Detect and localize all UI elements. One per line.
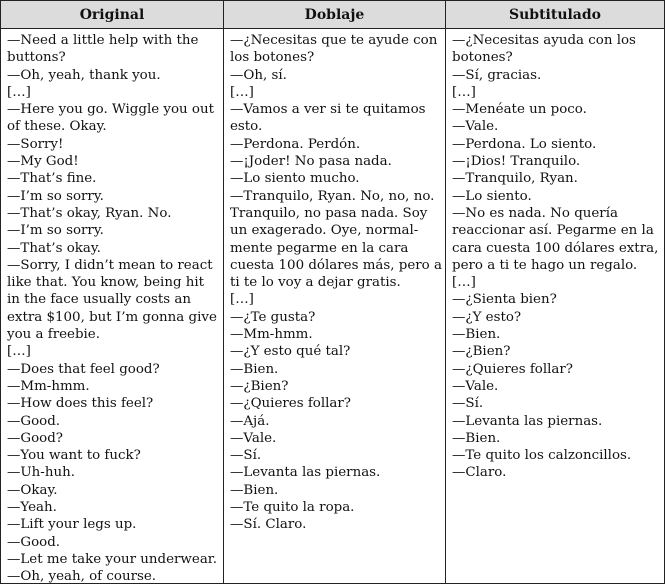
dialogue-line: —Perdona. Perdón. [230,136,361,152]
dialogue-line: cuesta 100 dólares más, pero a [230,257,442,273]
dialogue-line: —Levanta las piernas. [230,465,381,481]
dialogue-line: […] [230,84,254,100]
dialogue-line: —Bien. [452,327,501,343]
dialogue-line: —Good. [7,413,61,429]
dialogue-line: —Sí. [230,448,262,464]
dialogue-line: —¿Y esto? [452,309,522,325]
dialogue-line: —Yeah. [7,500,57,516]
dialogue-line: —Let me take your underwear. [7,551,217,567]
column-original [1,29,223,583]
dialogue-line: —Good? [7,430,63,446]
dialogue-line: —Te quito los calzoncillos. [452,448,632,464]
dialogue-line: —¿Quieres follar? [452,361,573,377]
dialogue-line: —Vale. [230,430,277,446]
dialogue-line: buttons? [7,50,66,66]
header-original: Original [79,6,145,23]
dialogue-line: extra $100, but I’m gonna give [7,309,217,325]
column-divider [223,1,224,583]
dialogue-line: —Bien. [230,482,279,498]
dialogue-line: reaccionar así. Pegarme en la [452,223,654,239]
dialogue-line: —¿Quieres follar? [230,396,351,412]
dialogue-line: —Te quito la ropa. [230,500,355,516]
dialogue-line: —Bien. [452,430,501,446]
dialogue-line: —That’s okay, Ryan. No. [7,205,172,221]
dialogue-line: los botones? [230,50,315,66]
column-subtitulado [446,29,664,583]
header-subtitulado: Subtitulado [508,6,602,23]
dialogue-line: —Vamos a ver si te quitamos [230,102,426,118]
dialogue-line: Tranquilo, no pasa nada. Soy [230,205,428,221]
dialogue-line: —Bien. [230,361,279,377]
dialogue-line: —Lo siento mucho. [230,171,360,187]
dialogue-line: pero a ti te hago un regalo. [452,257,638,273]
table-header [1,1,664,29]
dialogue-line: mente pegarme en la cara [230,240,409,256]
dialogue-line: —Good. [7,534,61,550]
dialogue-line: […] [7,84,31,100]
dialogue-line: —Sí. [452,396,484,412]
dialogue-line: —Vale. [452,119,499,135]
dialogue-line: —Sí, gracias. [452,67,542,83]
dialogue-line: —You want to fuck? [7,448,141,464]
dialogue-line: —That’s okay. [7,240,101,256]
dialogue-line: —Lift your legs up. [7,517,137,533]
dialogue-line: —Oh, yeah, thank you. [7,67,161,83]
dialogue-line: like that. You know, being hit [7,275,205,291]
dialogue-line: —Need a little help with the [7,33,199,48]
dialogue-line: un exagerado. Oye, normal- [230,223,419,239]
column-doblaje [224,29,445,583]
dialogue-line: esto. [230,119,263,135]
dialogue-line: you a freebie. [7,327,100,343]
dialogue-line: —Sorry! [7,136,64,152]
dialogue-line: —¿Te gusta? [230,309,316,325]
dialogue-line: —Oh, yeah, of course. [7,569,157,585]
dialogue-line: —¿Y esto qué tal? [230,344,351,360]
dialogue-line: ti te lo voy a dejar gratis. [230,275,401,291]
dialogue-line: —Perdona. Lo siento. [452,136,597,152]
dialogue-line: —Sí. Claro. [230,517,307,533]
dialogue-line: —¡Joder! No pasa nada. [230,154,392,170]
dialogue-line: —Mm-hmm. [7,378,90,394]
dialogue-line: cara cuesta 100 dólares extra, [452,240,659,256]
dialogue-line: —Oh, sí. [230,67,287,83]
dialogue-line: […] [230,292,254,308]
dialogue-line: —¡Dios! Tranquilo. [452,154,581,170]
dialogue-line: […] [7,344,31,360]
column-divider [445,1,446,583]
dialogue-line: —¿Bien? [452,344,511,360]
dialogue-line: —My God! [7,154,79,170]
dialogue-line: —Okay. [7,482,58,498]
header-doblaje: Doblaje [304,6,365,23]
dialogue-line: botones? [452,50,513,66]
dialogue-line: […] [452,84,476,100]
dialogue-line: —I’m so sorry. [7,223,104,239]
dialogue-line: —How does this feel? [7,396,154,412]
dialogue-line: —Mm-hmm. [230,327,313,343]
dialogue-line: —Uh-huh. [7,465,75,481]
dialogue-line: in the face usually costs an [7,292,192,308]
dialogue-line: —¿Bien? [230,378,289,394]
dialogue-line: […] [452,275,476,291]
dialogue-line: —Tranquilo, Ryan. No, no, no. [230,188,435,204]
dialogue-line: of these. Okay. [7,119,107,135]
dialogue-line: —Here you go. Wiggle you out [7,102,214,118]
dialogue-line: —Tranquilo, Ryan. [452,171,578,187]
dialogue-line: —¿Necesitas ayuda con los [452,33,636,48]
dialogue-line: —Claro. [452,465,507,481]
dialogue-line: —Lo siento. [452,188,532,204]
dialogue-line: —No es nada. No quería [452,205,618,221]
dialogue-line: —Does that feel good? [7,361,160,377]
dialogue-line: —Ajá. [230,413,270,429]
dialogue-line: —¿Sienta bien? [452,292,557,308]
dialogue-line: —Menéate un poco. [452,102,587,118]
dialogue-line: —¿Necesitas que te ayude con [230,33,438,48]
dialogue-line: —Vale. [452,378,499,394]
dialogue-line: —Levanta las piernas. [452,413,603,429]
dialogue-line: —I’m so sorry. [7,188,104,204]
dialogue-line: —Sorry, I didn’t mean to react [7,257,213,273]
dialogue-line: —That’s fine. [7,171,97,187]
